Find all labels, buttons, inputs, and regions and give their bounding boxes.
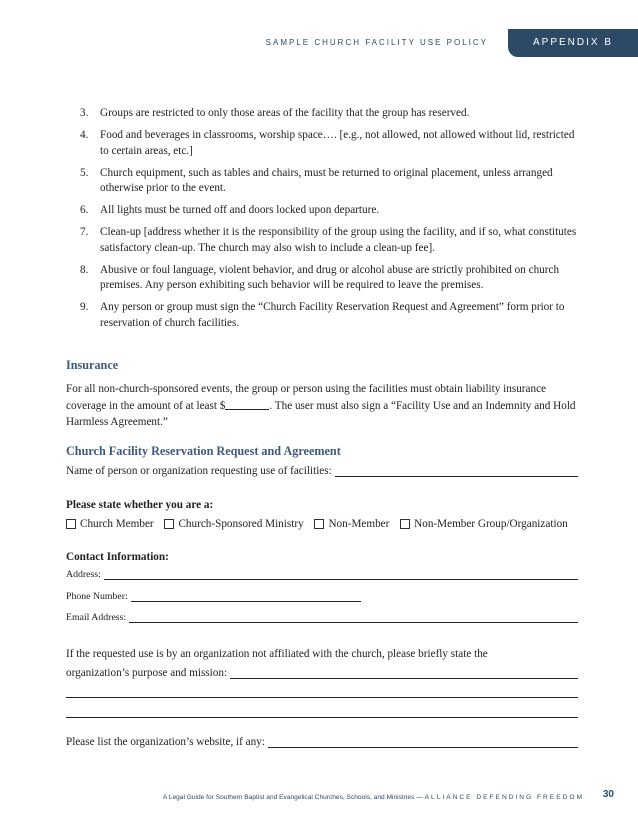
list-item-number: 7. [80, 226, 89, 238]
list-item-text: Groups are restricted to only those areas of the facility that the group has reserved. [100, 107, 470, 119]
list-item-number: 4. [80, 129, 89, 141]
org-purpose-field[interactable] [230, 668, 578, 679]
checkbox-icon[interactable] [400, 519, 410, 529]
requester-name-field[interactable] [335, 466, 578, 477]
rules-list [80, 106, 580, 338]
status-options [66, 518, 576, 532]
list-item-number: 6. [80, 204, 89, 216]
insurance-paragraph [66, 381, 578, 431]
list-item-text: Any person or group must sign the “Church Facility Reservation Request and Agreement” form prior to reservation of church facilities. [100, 301, 565, 329]
footer-guide: A Legal Guide for Southern Baptist and Evangelical Churches, Schools, and Ministries — [162, 794, 423, 801]
org-purpose-line1: If the requested use is by an organization not affiliated with the church, please briefly state the [66, 648, 488, 660]
option-label: Non-Member Group/Organization [414, 518, 568, 530]
list-item [80, 203, 580, 219]
agreement-heading: Church Facility Reservation Request and Agreement [66, 444, 341, 458]
contact-heading: Contact Information: [66, 551, 169, 563]
website-field[interactable] [268, 737, 578, 748]
requester-name-label: Name of person or organization requesting use of facilities: [66, 465, 332, 477]
address-field[interactable] [104, 569, 578, 580]
website-label: Please list the organization’s website, if any: [66, 736, 265, 748]
list-item [80, 106, 580, 122]
option-non-member[interactable] [314, 518, 389, 530]
org-purpose-extra-line[interactable] [66, 697, 578, 698]
list-item [80, 128, 580, 159]
status-label: Please state whether you are a: [66, 499, 214, 511]
list-item-text: Church equipment, such as tables and chairs, must be returned to original placement, unless arranged otherwise prior to the event. [100, 166, 553, 194]
email-label: Email Address: [66, 612, 127, 623]
footer-org: ALLIANCE DEFENDING FREEDOM [424, 794, 584, 801]
list-item-number: 9. [80, 301, 89, 313]
page-number: 30 [602, 789, 614, 800]
option-church-sponsored-ministry[interactable] [164, 518, 303, 530]
list-item [80, 263, 580, 294]
checkbox-icon[interactable] [164, 519, 174, 529]
checkbox-icon[interactable] [66, 519, 76, 529]
phone-row [66, 591, 361, 602]
list-item-text: All lights must be turned off and doors locked upon departure. [100, 204, 380, 216]
list-item-number: 8. [80, 263, 89, 276]
email-field[interactable] [129, 612, 578, 623]
list-item-text: Clean-up [address whether it is the responsibility of the group using the facility, and if so, what constitutes satisfactory clean-up. The church may also wish to include a clean-up fee]. [100, 226, 577, 254]
option-label: Church Member [80, 518, 154, 530]
org-purpose-row [66, 667, 578, 679]
insurance-amount-field[interactable] [225, 399, 269, 410]
option-label: Non-Member [328, 518, 390, 530]
website-row [66, 736, 578, 748]
email-row [66, 612, 578, 623]
phone-field[interactable] [131, 591, 361, 602]
phone-label: Phone Number: [66, 591, 128, 602]
insurance-heading: Insurance [66, 358, 119, 372]
list-item-number: 3. [80, 107, 89, 119]
insurance-text-after: . The user must also sign a “Facility Use and an Indemnity and Hold Harmless Agreement.” [66, 399, 576, 428]
list-item-text: Food and beverages in classrooms, worship space…. [e.g., not allowed, not allowed without lid, restricted to certain areas, etc.] [100, 129, 575, 157]
org-purpose-label: organization’s purpose and mission: [66, 667, 228, 679]
option-non-member-group[interactable] [400, 518, 568, 530]
insurance-text-before: For all non-church-sponsored events, the group or person using the facilities must obtain liability insurance coverage in the amount of at least $ [66, 383, 547, 412]
checkbox-icon[interactable] [314, 519, 324, 529]
org-purpose-extra-line[interactable] [66, 717, 578, 718]
list-item-text: Abusive or foul language, violent behavior, and drug or alcohol abuse are strictly prohibited on church premises. Any person exhibiting such behavior will be required to leave the premises. [100, 263, 560, 291]
option-church-member[interactable] [66, 518, 154, 530]
requester-name-row [66, 465, 578, 477]
address-row [66, 569, 578, 580]
list-item [80, 166, 580, 197]
address-label: Address: [66, 569, 101, 580]
header-section-title: SAMPLE CHURCH FACILITY USE POLICY [265, 38, 488, 47]
footer [163, 794, 584, 801]
appendix-tab: APPENDIX B [508, 29, 638, 57]
list-item-number: 5. [80, 166, 89, 179]
list-item [80, 300, 580, 331]
list-item [80, 225, 580, 256]
option-label: Church-Sponsored Ministry [178, 518, 304, 530]
